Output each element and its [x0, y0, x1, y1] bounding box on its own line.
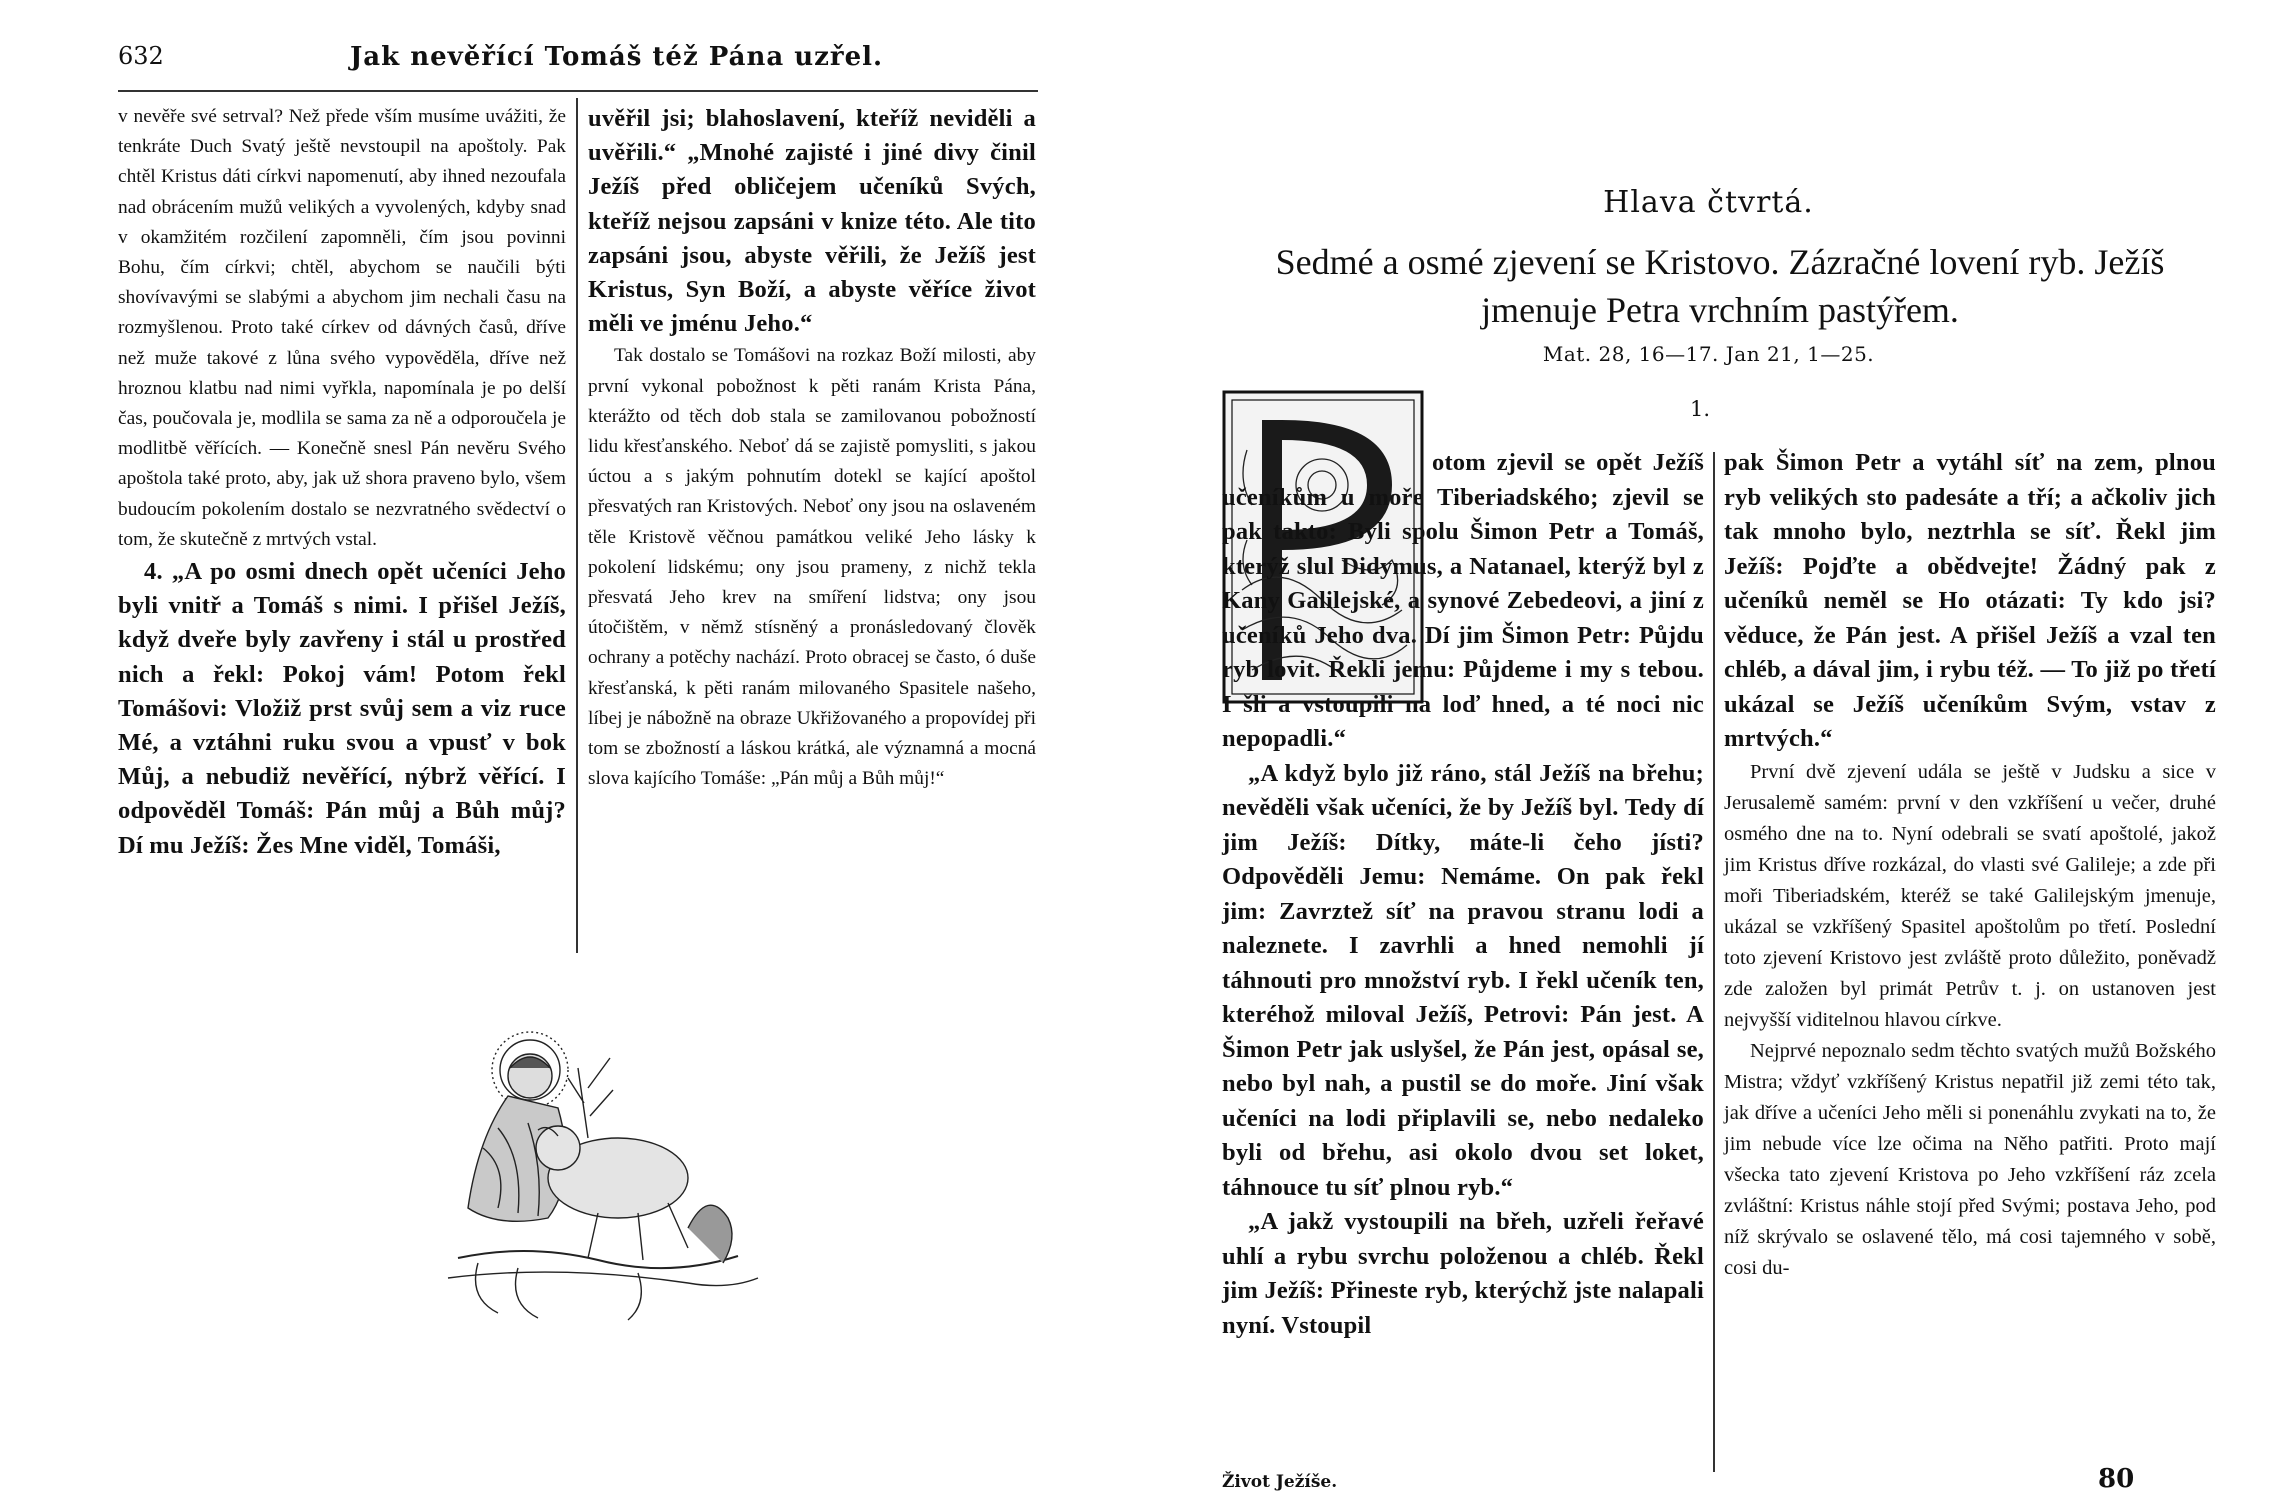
- chapter-title: Sedmé a osmé zjevení se Kristovo. Zázračné lovení ryb. Ježíš jmenuje Petra vrchním pastýřem.: [1275, 242, 2165, 330]
- right-col2-gospel: pak Šimon Petr a vytáhl síť na zem, plnou ryb velikých sto padesáte a tří; a ačkoliv jich tak mnoho bylo, neztrhla se síť. Řekl jim Ježíš: Pojďte a obědvejte! Žádný pak z učeníků neměl se Ho otázati: Ty kdo jsi? věduce, že Pán jest. A přišel Ježíš a vzal ten chléb, a dával jim, i rybu též. — To již po třetí ukázal se Ježíš učeníkům Svým, vstav z mrtvých.“: [1724, 449, 2216, 752]
- left-col2-gospel: uvěřil jsi; blahoslavení, kteříž neviděli a uvěřili.“ „Mnohé zajisté i jiné divy činil Ježíš před obličejem učeníků Svých, kteříž nejsou zapsáni v knize této. Ale tito zapsáni jsou, abyste věřili, že Ježíš jest Kristus, Syn Boží, a abyste věříce život měli ve jménu Jeho.“: [588, 105, 1036, 338]
- right-col1-paragraph-3: „A jakž vystoupili na břeh, uzřeli řeřavé uhlí a rybu svrchu položenou a chléb. Řekl jim Ježíš: Přineste ryb, kterýchž jste nalapali nyní. Vstoupil: [1222, 1208, 1704, 1339]
- column-divider-right: [1713, 452, 1715, 1472]
- right-col2-text-2: Nejprvé nepoznalo sedm těchto svatých mužů Božského Mistra; vždyť vzkříšený Kristus nepatřil již zemi této tak, jak dříve a učeníci Jeho měli si ponenáhlu zvykati na to, že jim nebude více lze očima na Něho patřiti. Proto mají všecka tato zjevení Kristova po Jeho vzkříšení ráz zcela zvláštní: Kristus náhle stojí před Svými; postava Jeho, pod níž skrývalo se oslavené tělo, má cosi tajemného v sobě, cosi du-: [1724, 1039, 2216, 1279]
- right-column-2: [1724, 446, 2216, 1284]
- child-with-lamb-illustration: [438, 1028, 768, 1328]
- right-col1-paragraph-2: „A když bylo již ráno, stál Ježíš na břehu; nevěděli však učeníci, že by Ježíš byl. Tedy dí jim Ježíš: Dítky, máte-li čeho jísti? Odpověděli Jemu: Nemáme. On pak řekl jim: Zavrztež síť na pravou stranu lodi a naleznete. I zavrhli a hned nemohli jí táhnouti pro množství ryb. I řekl učeník ten, kteréhož miloval Ježíš, Petrovi: Pán jest. A Šimon Petr jak uslyšel, že Pán jest, opásal se, nebo byl nah, a pustil se do moře. Jiní však učeníci na lodi připlavili se, nebo nedaleko byli od břehu, asi okolo dvou set loket, táhnouce tu síť plnou ryb.“: [1222, 759, 1704, 1201]
- left-column-1: [118, 102, 566, 863]
- running-head: Jak nevěřící Tomáš též Pána uzřel.: [350, 42, 884, 72]
- signature-number: 80: [2098, 1464, 2135, 1494]
- header-rule: [118, 90, 1038, 92]
- right-col1-opening: otom zjevil se opět Ježíš učeníkům u moře Tiberiadského; zjevil se pak takto: Byli spolu Šimon Petr a Tomáš, kterýž slul Didymus, a Natanael, kterýž byl z Kany Galilejské, a synové Zebedeovi, a jiní z učeníků Jeho dva. Dí jim Šimon Petr: Půjdu ryb lovit. Řekli jemu: Půjdeme i my s tebou. I šli a vstoupili na loď hned, a té noci nic nepopadli.“: [1222, 449, 1704, 752]
- left-col2-text: Tak dostalo se Tomášovi na rozkaz Boží milosti, aby první vykonal pobožnost k pěti ranám Krista Pána, kterážto od těch dob stala se zamilovanou pobožností lidu křesťanského. Neboť dá se zajistě pomysliti, s jakou úctou a s jakým pohnutím dotekl se kající apoštol přesvatých ran Kristových. Neboť ony jsou na oslaveném těle Kristově věčnou památkou veliké Jeho lásky k pokolení lidskému; ony jsou prameny, z nichž tekla přesvatá Jeho krev na smíření lidstva; ony jsou útočištěm, v němž stísněný a pronásledovaný člověk ochrany a potěchy nachází. Proto obracej se často, ó duše křesťanská, k pěti ranám milovaného Spasitele našeho, líbej je nábožně na obraze Ukřižovaného a propovídej při tom se zbožností a láskou krátká, ale významná a mocná slova kajícího Tomáše: „Pán můj a Bůh můj!“: [588, 345, 1036, 790]
- section-number: 1.: [1690, 397, 1711, 421]
- left-page-header: [118, 42, 1038, 82]
- left-col1-text: v nevěře své setrval? Než přede vším musíme uvážiti, že tenkráte Duch Svatý ještě nevstoupil na apoštoly. Pak chtěl Kristus dáti církvi napomenutí, aby ihned nezoufala nad obrácením mužů velikých a vyvolených, kdyby snad v okamžitém rozčilení zapomněli, čím jsou povinni Bohu, čím církvi; chtěl, abychom se naučili býti shovívavými se slabými a abychom jim nechali času na rozmyšlenou. Proto také církev od dávných časů, dříve než muže takové z lůna svého vypověděla, dříve než hroznou klatbu nad nimi vyřkla, napomínala je po delší čas, poučovala je, modlila se sama za ně a odporoučela je modlitbě věřících. — Konečně snesl Pán nevěru Svého apoštola také proto, aby, jak už shora praveno bylo, všem budoucím pokolením dostalo se nezvratného svědectví o tom, že skutečně z mrtvých vstal.: [118, 106, 566, 550]
- left-column-2: [588, 102, 1036, 794]
- left-col1-gospel: 4. „A po osmi dnech opět učeníci Jeho byli vnitř a Tomáš s nimi. I přišel Ježíš, když dveře byly zavřeny i stál u prostřed nich a řekl: Pokoj vám! Potom řekl Tomášovi: Vložiž prst svůj sem a viz ruce Mé, a vztáhni ruku svou a vpusť v bok Můj, a nebudiž nevěřící, nýbrž věřící. I odpověděl Tomáš: Pán můj a Bůh můj? Dí mu Ježíš: Žes Mne viděl, Tomáši,: [118, 558, 566, 859]
- footer-signature: Život Ježíše.: [1222, 1472, 1338, 1492]
- chapter-label: Hlava čtvrtá.: [1603, 185, 1814, 220]
- column-divider: [576, 98, 578, 953]
- right-column-1: [1222, 446, 1704, 1343]
- page-number-left: 632: [118, 42, 164, 70]
- scripture-references: Mat. 28, 16—17. Jan 21, 1—25.: [1542, 342, 1875, 366]
- right-col2-text-1: První dvě zjevení udála se ještě v Judsku a sice v Jerusalemě samém: první v den vzkříšení u večer, druhé osmého dne na to. Nyní odebrali se svatí apoštolé, jakož jim Kristus dříve rozkázal, do vlasti své Galileje; a zde při moři Tiberiadském, kteréž se také Galilejským jmenuje, ukázal se vzkříšený Spasitel apoštolům po třetí. Poslední toto zjevení Kristovo jest zvláště proto důležito, poněvadž zde založen byl primát Petrův t. j. on ustanoven jest nejvyšší viditelnou hlavou církve.: [1724, 760, 2216, 1031]
